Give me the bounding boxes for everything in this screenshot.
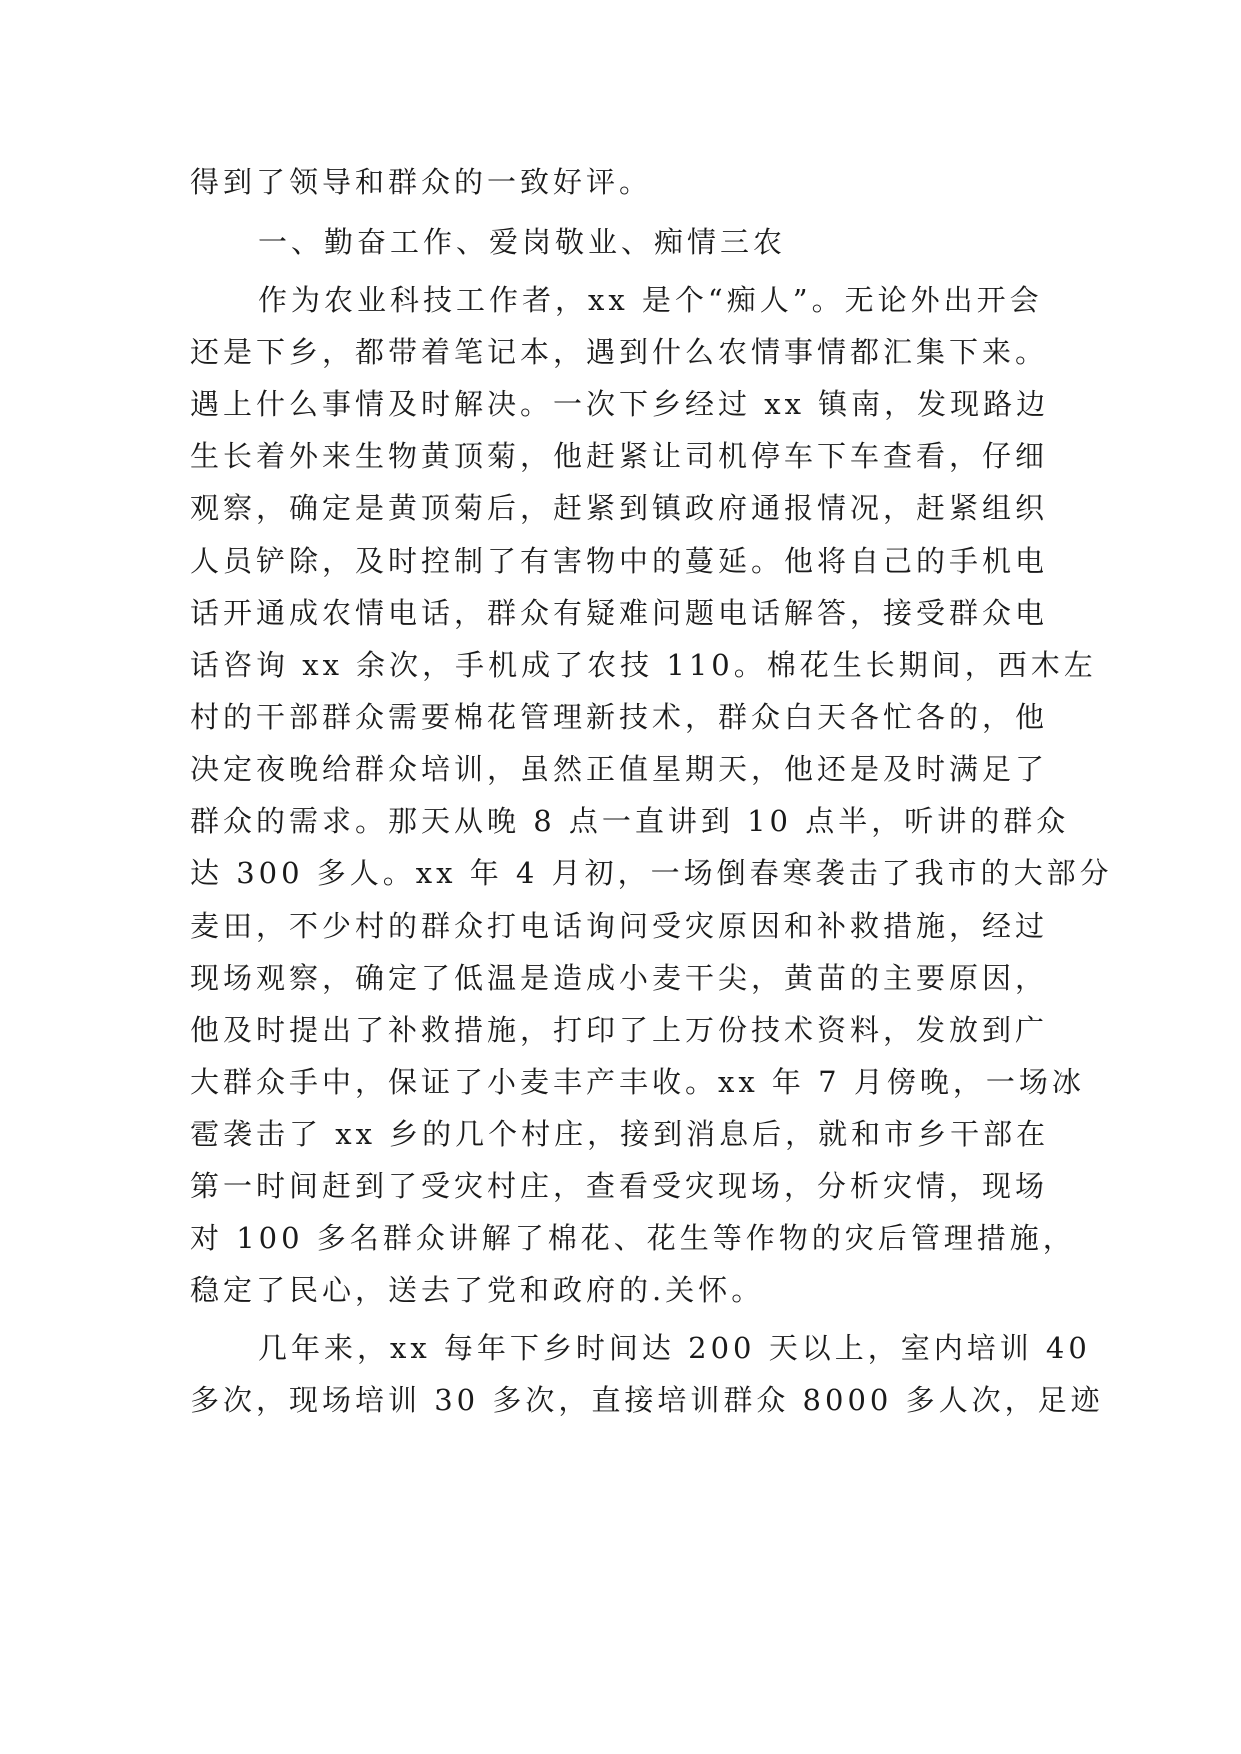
text-line: 麦田，不少村的群众打电话询问受灾原因和补救措施，经过: [190, 909, 1049, 943]
text-line: 得到了领导和群众的一致好评。: [190, 165, 653, 199]
text-line: 多次，现场培训 30 多次，直接培训群众 8000 多人次，足迹: [190, 1383, 1104, 1417]
text-line: 决定夜晚给群众培训，虽然正值星期天，他还是及时满足了: [190, 752, 1049, 786]
text-line: 遇上什么事情及时解决。一次下乡经过 xx 镇南，发现路边: [190, 387, 1050, 421]
text-line: 对 100 多名群众讲解了棉花、花生等作物的灾后管理措施，: [190, 1221, 1076, 1255]
text-line: 现场观察，确定了低温是造成小麦干尖，黄苗的主要原因，: [190, 961, 1049, 995]
text-line: 村的干部群众需要棉花管理新技术，群众白天各忙各的，他: [190, 700, 1049, 734]
section-heading: 一、勤奋工作、爱岗敬业、痴情三农: [258, 225, 787, 259]
text-line: 达 300 多人。xx 年 4 月初，一场倒春寒袭击了我市的大部分: [190, 856, 1113, 890]
text-line: 稳定了民心，送去了党和政府的.关怀。: [190, 1273, 765, 1307]
text-line: 大群众手中，保证了小麦丰产丰收。xx 年 7 月傍晚，一场冰: [190, 1065, 1085, 1099]
text-line: 他及时提出了补救措施，打印了上万份技术资料，发放到广: [190, 1013, 1049, 1047]
text-line: 群众的需求。那天从晚 8 点一直讲到 10 点半，听讲的群众: [190, 804, 1070, 838]
text-line: 作为农业科技工作者，xx 是个“痴人”。无论外出开会: [258, 283, 1043, 317]
text-line: 还是下乡，都带着笔记本，遇到什么农情事情都汇集下来。: [190, 335, 1049, 369]
text-line: 话咨询 xx 余次，手机成了农技 110。棉花生长期间，西木左: [190, 648, 1097, 682]
text-line: 人员铲除，及时控制了有害物中的蔓延。他将自己的手机电: [190, 544, 1049, 578]
text-line: 雹袭击了 xx 乡的几个村庄，接到消息后，就和市乡干部在: [190, 1117, 1050, 1151]
text-line: 几年来，xx 每年下乡时间达 200 天以上，室内培训 40: [258, 1331, 1091, 1365]
text-line: 话开通成农情电话，群众有疑难问题电话解答，接受群众电: [190, 596, 1049, 630]
text-line: 第一时间赶到了受灾村庄，查看受灾现场，分析灾情，现场: [190, 1169, 1049, 1203]
text-line: 生长着外来生物黄顶菊，他赶紧让司机停车下车查看，仔细: [190, 439, 1049, 473]
text-line: 观察，确定是黄顶菊后，赶紧到镇政府通报情况，赶紧组织: [190, 491, 1049, 525]
